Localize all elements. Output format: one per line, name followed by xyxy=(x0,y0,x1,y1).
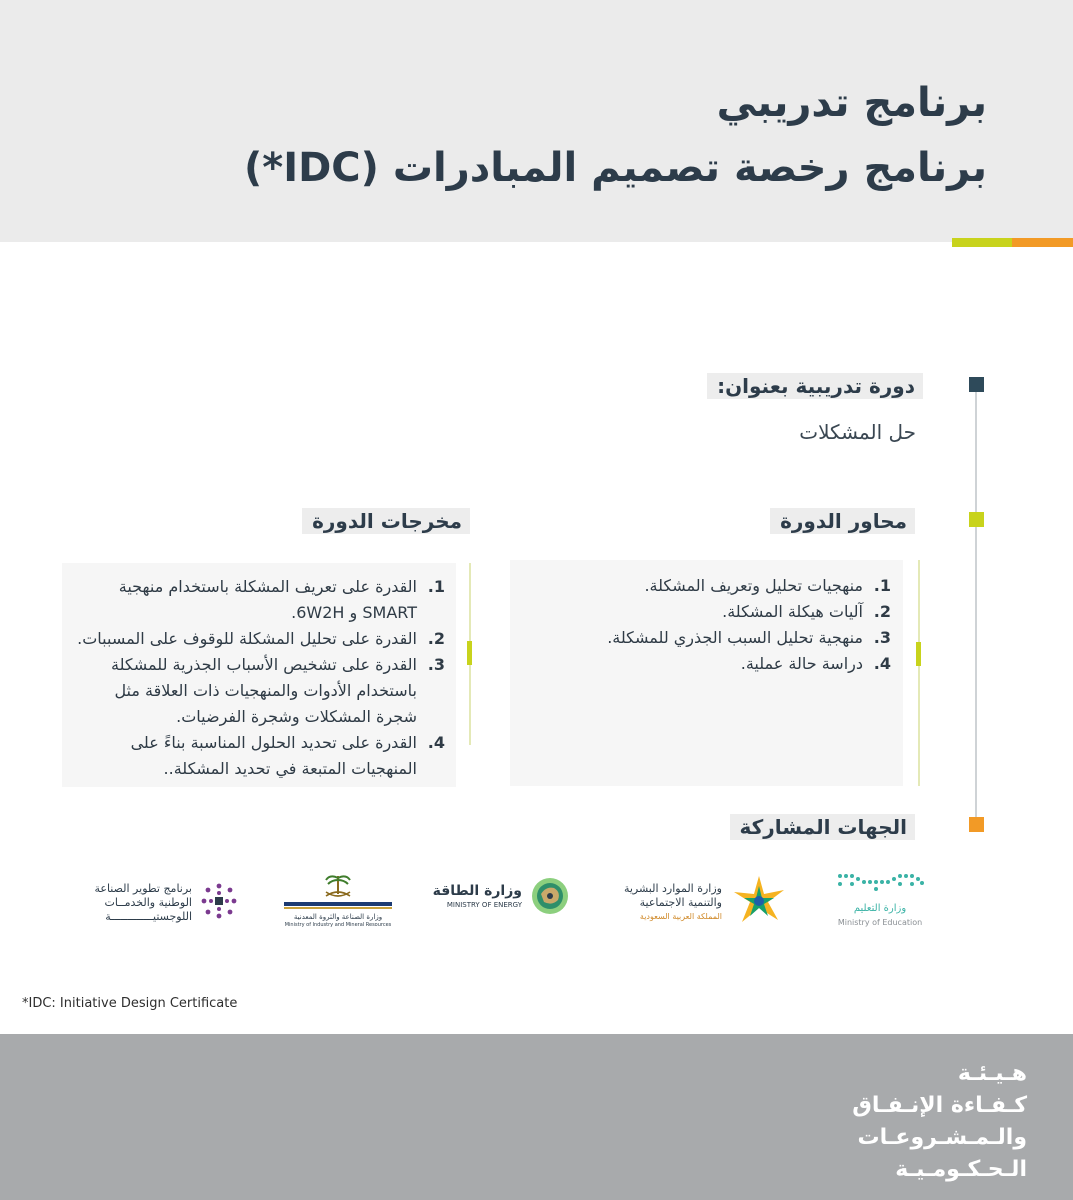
ministry-of-industry-logo: وزارة الصناعة والثروة المعدنية Ministry of Industry and Mineral Resources xyxy=(280,872,396,928)
list-item: 4. دراسة حالة عملية. xyxy=(740,654,891,673)
outputs-label: مخرجات الدورة xyxy=(302,508,470,534)
page-title: برنامج تدريبي xyxy=(716,80,987,126)
list-item: 3. منهجية تحليل السبب الجذري للمشكلة. xyxy=(607,628,891,647)
timeline-marker-axes xyxy=(969,512,984,527)
axes-label: محاور الدورة xyxy=(770,508,915,534)
partners-label: الجهات المشاركة xyxy=(730,814,915,840)
ministry-of-energy-logo: وزارة الطاقة MINISTRY OF ENERGY xyxy=(436,876,570,920)
list-item: 4. القدرة على تحديد الحلول المناسبة بناءً على المنهجيات المتبعة في تحديد المشكلة.. xyxy=(130,733,445,778)
list-item: 2. آليات هيكلة المشكلة. xyxy=(722,602,891,621)
footer-org-name: هـيـئـة كـفـاءة الإنـفـاق والـمـشـروعـات الـحـكـومـيـة xyxy=(852,1061,1027,1182)
list-item: 2. القدرة على تحليل المشكلة للوقوف على المسببات. xyxy=(77,629,445,648)
list-item: 1. القدرة على تعريف المشكلة باستخدام منهجية SMART و 6W2H. xyxy=(118,577,445,622)
course-label: دورة تدريبية بعنوان: xyxy=(707,373,923,399)
ministry-hr-logo: وزارة الموارد البشرية والتنمية الاجتماعية المملكة العربية السعودية xyxy=(628,874,788,926)
axes-box-edge-mark xyxy=(916,642,921,666)
timeline-marker-partners xyxy=(969,817,984,832)
ndlp-geometric-icon xyxy=(200,882,238,920)
hr-star-icon xyxy=(730,874,788,926)
education-mark-icon xyxy=(832,870,928,898)
timeline-line xyxy=(975,384,977,826)
list-item: 3. القدرة على تشخيص الأسباب الجذرية للمشكلة باستخدام الأدوات والمنهجيات ذات العلاقة مثل شجرة المشكلات وشجرة الفرضيات. xyxy=(111,655,445,726)
course-name: حل المشكلات xyxy=(799,420,916,444)
axes-list xyxy=(521,573,891,677)
timeline-marker-course xyxy=(969,377,984,392)
accent-bar-orange xyxy=(1012,238,1073,247)
outputs-box-edge-mark xyxy=(467,641,472,665)
energy-globe-icon xyxy=(530,876,570,916)
accent-bar-green xyxy=(952,238,1012,247)
axes-box-edge xyxy=(918,560,920,786)
page-subtitle: برنامج رخصة تصميم المبادرات (IDC*) xyxy=(243,145,987,191)
ndlp-program-logo: برنامج تطوير الصناعة الوطنية والخدمــات اللوجستيـــــــــــــة xyxy=(92,880,238,924)
outputs-list xyxy=(73,574,445,782)
footnote: *IDC: Initiative Design Certificate xyxy=(22,996,238,1011)
palm-swords-icon xyxy=(318,872,358,902)
list-item: 1. منهجيات تحليل وتعريف المشكلة. xyxy=(644,576,891,595)
ministry-of-education-logo: وزارة التعليم Ministry of Education xyxy=(828,870,928,926)
header-banner xyxy=(0,0,1073,242)
